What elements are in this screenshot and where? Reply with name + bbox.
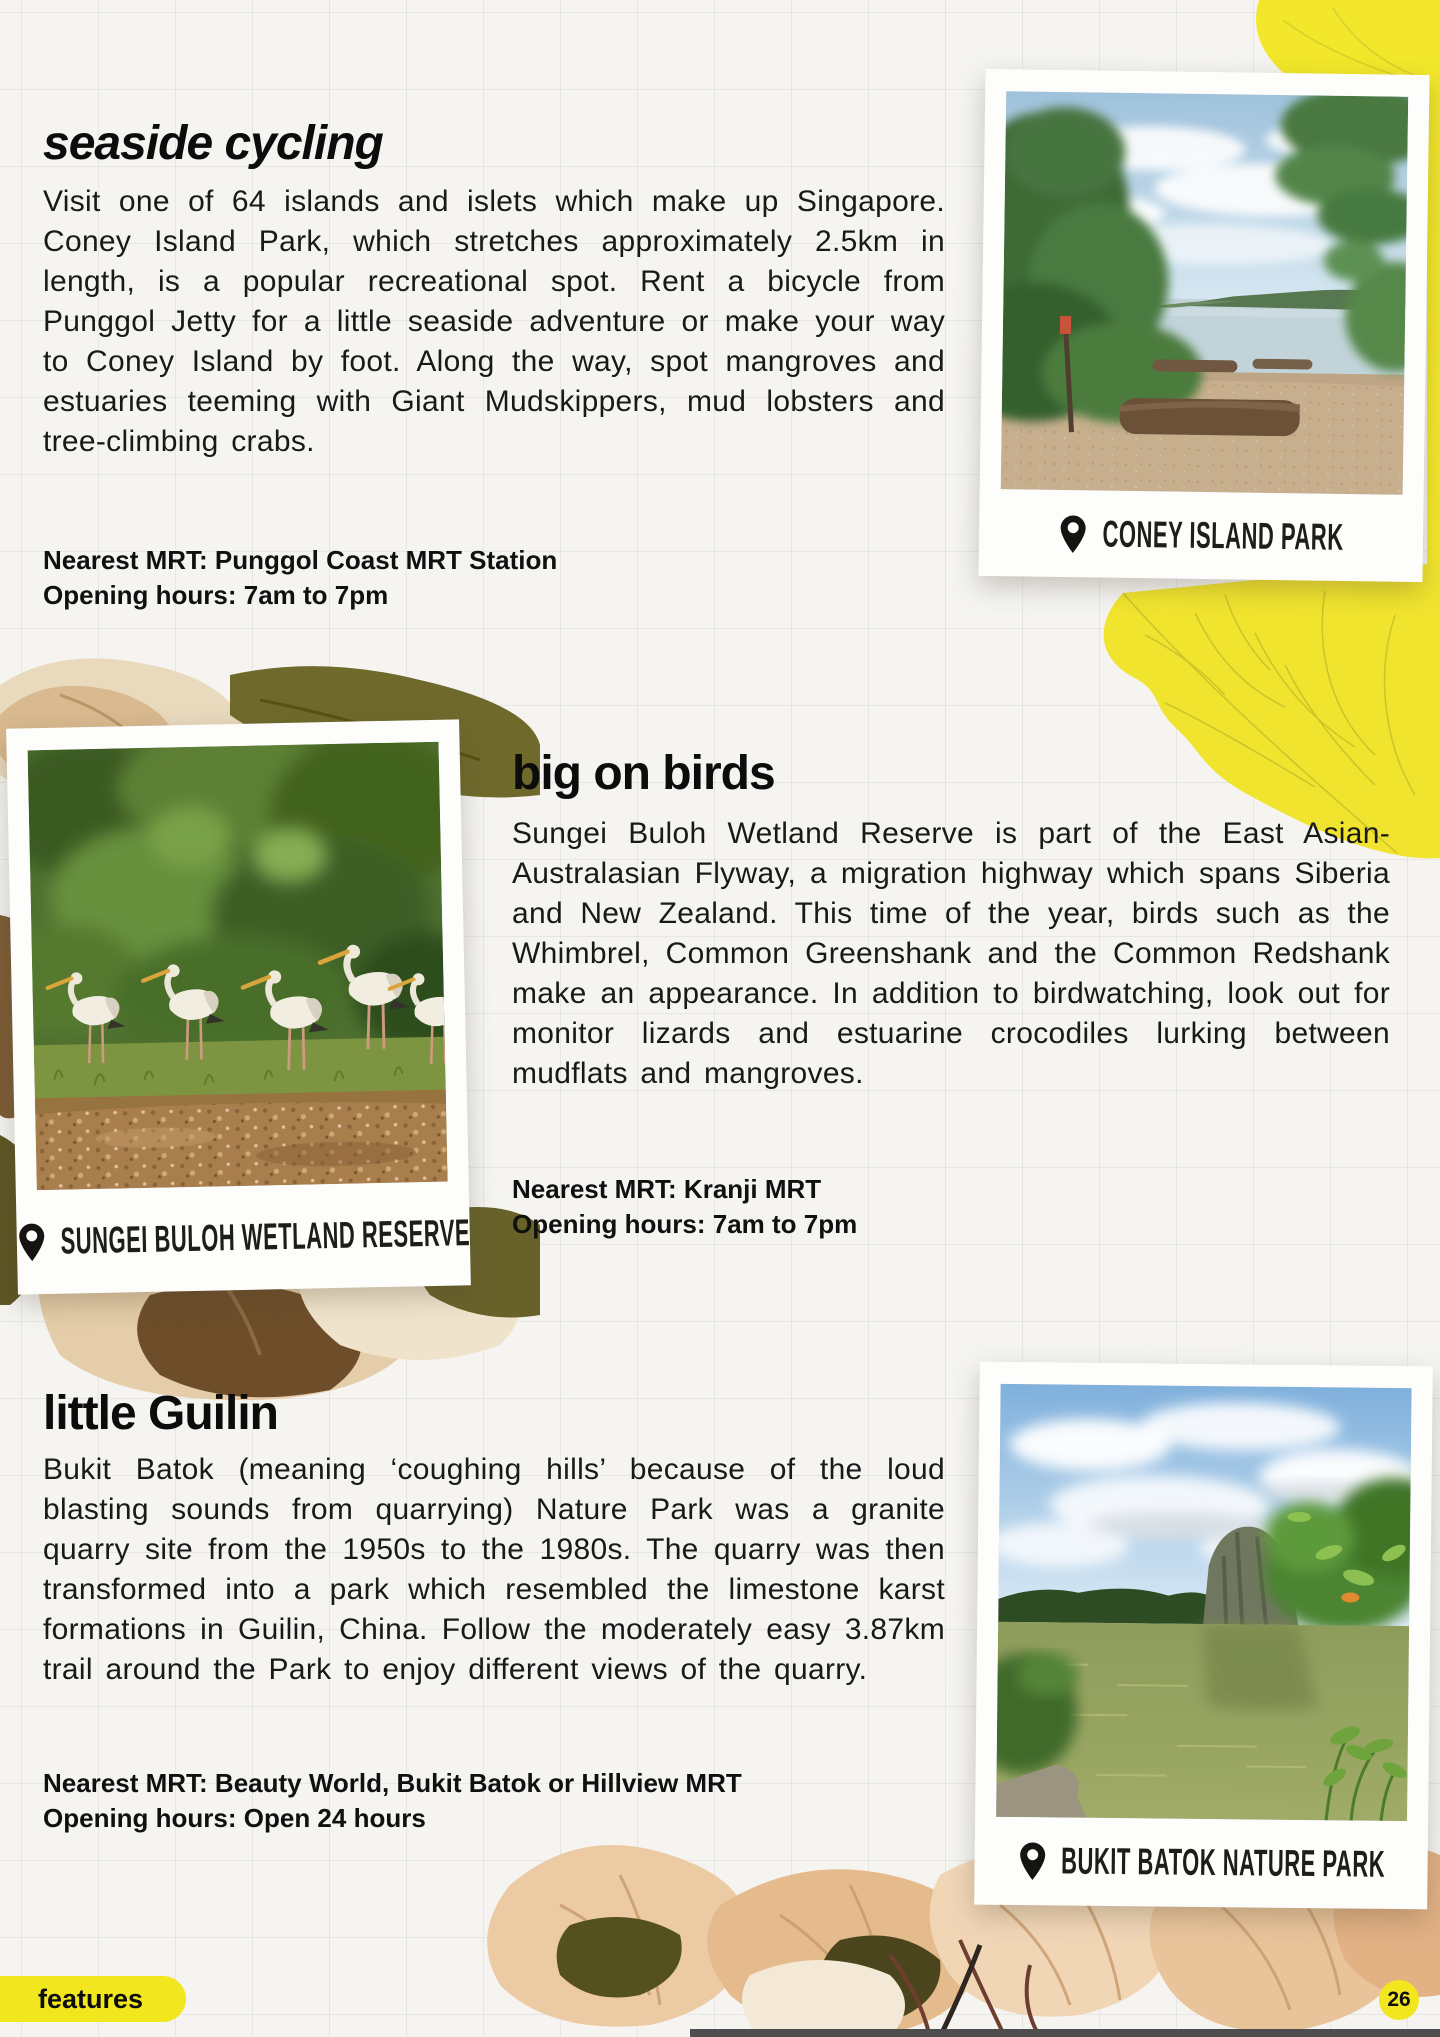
- nearest-mrt-line: Nearest MRT: Punggol Coast MRT Station: [43, 545, 558, 575]
- section-info-seaside-cycling: [43, 543, 803, 613]
- sungei-buloh-photo: [28, 742, 448, 1191]
- photo-caption-text: BUKIT BATOK NATURE PARK: [1060, 1839, 1386, 1886]
- photo-caption-text: SUNGEI BULOH WETLAND RESERVE: [60, 1211, 471, 1263]
- page-number: 26: [1387, 1988, 1411, 2011]
- section-info-little-guilin: [43, 1766, 863, 1836]
- section-info-big-on-birds: [512, 1172, 1212, 1242]
- section-heading-seaside-cycling: seaside cycling: [43, 117, 383, 170]
- features-tab-label: features: [38, 1983, 144, 2014]
- section-body-little-guilin: Bukit Batok (meaning ‘coughing hills’ because of the loud blasting sounds from quarrying) Nature Park was a granite quarry site from the 1950s to the 1980s. The quarry was then transformed into a park which resembled the limestone karst formations in Guilin, China. Follow the moderately easy 3.87km trail around the Park to enjoy different views of the quarry.: [43, 1453, 945, 1686]
- features-tab: [0, 1976, 186, 2022]
- section-heading-little-guilin: little Guilin: [43, 1387, 278, 1440]
- location-pin-icon: [16, 1222, 47, 1263]
- location-pin-icon: [1058, 513, 1089, 553]
- opening-hours-line: Opening hours: 7am to 7pm: [512, 1209, 858, 1239]
- bottom-edge-bar: [690, 2029, 1440, 2037]
- photo-caption-text: CONEY ISLAND PARK: [1102, 512, 1344, 558]
- section-body-big-on-birds: Sungei Buloh Wetland Reserve is part of the East Asian-Australasian Flyway, a migration highway which spans Siberia and New Zealand. This time of the year, birds such as the Whimbrel, Common Greenshank and the Common Redshank make an appearance. In addition to birdwatching, look out for monitor lizards and estuarine crocodiles lurking between mudflats and mangroves.: [512, 817, 1390, 1090]
- polaroid-coney-island: [978, 69, 1429, 582]
- bukit-batok-photo: [996, 1384, 1412, 1821]
- polaroid-sungei-buloh: [6, 719, 471, 1294]
- nearest-mrt-line: Nearest MRT: Kranji MRT: [512, 1174, 822, 1204]
- yellow-edge-strip: [1427, 90, 1440, 590]
- opening-hours-line: Opening hours: Open 24 hours: [43, 1803, 426, 1833]
- photo-caption: [974, 1817, 1428, 1910]
- photo-caption: [978, 489, 1423, 582]
- nearest-mrt-line: Nearest MRT: Beauty World, Bukit Batok or Hillview MRT: [43, 1768, 742, 1798]
- coney-island-photo: [1001, 91, 1409, 495]
- page-number-badge: [1379, 1980, 1419, 2020]
- location-pin-icon: [1017, 1841, 1047, 1881]
- opening-hours-line: Opening hours: 7am to 7pm: [43, 580, 389, 610]
- polaroid-bukit-batok: [974, 1362, 1433, 1910]
- section-heading-big-on-birds: big on birds: [512, 747, 775, 800]
- section-body-seaside-cycling: Visit one of 64 islands and islets which make up Singapore. Coney Island Park, which stretches approximately 2.5km in length, is a popular recreational spot. Rent a bicycle from Punggol Jetty for a little seaside adventure or make your way to Coney Island by foot. Along the way, spot mangroves and estuaries teeming with Giant Mudskippers, mud lobsters and tree-climbing crabs.: [43, 185, 945, 458]
- photo-caption: [16, 1181, 471, 1294]
